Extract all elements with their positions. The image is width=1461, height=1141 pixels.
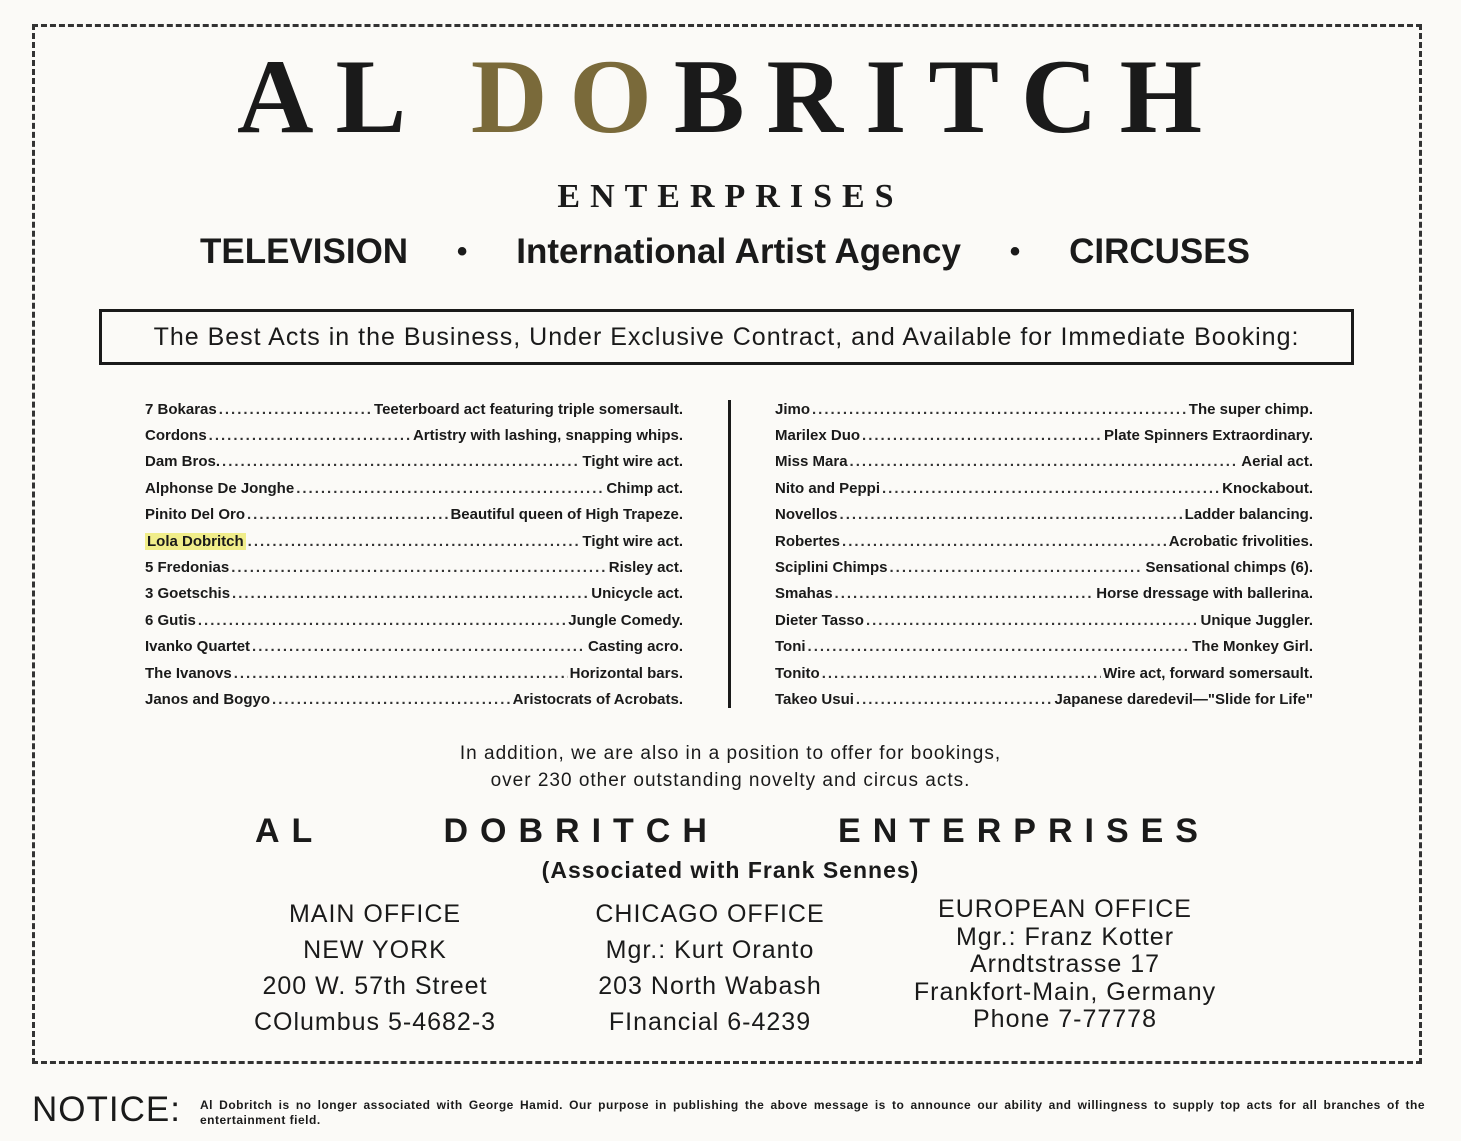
office-line: 203 North Wabash [598,972,822,1000]
dot-leader [812,401,1187,418]
footer-company-word: DOBRITCH [443,812,719,850]
act-description: Casting acro. [587,638,683,656]
acts-list-left [145,396,683,713]
act-row [775,607,1313,633]
act-row [145,449,683,475]
european-office [900,896,1230,1034]
act-description: Jungle Comedy. [568,611,683,629]
dot-leader [296,480,604,497]
dot-leader [842,533,1167,550]
dot-leader [231,559,607,576]
service-television: TELEVISION [200,232,409,271]
dot-leader [862,427,1102,444]
act-name: Marilex Duo [775,427,861,445]
office-line: CHICAGO OFFICE [595,900,825,928]
act-row [775,581,1313,607]
footer-company-word: AL [255,812,325,850]
act-name: Jimo [775,400,811,418]
chicago-office [560,896,860,1040]
act-description: Artistry with lashing, snapping whips. [412,427,683,445]
act-row [145,660,683,686]
dot-leader [222,453,580,470]
act-row [145,607,683,633]
act-row [775,634,1313,660]
office-line: COlumbus 5-4682-3 [253,1008,497,1036]
dot-leader [856,691,1053,708]
act-description: Knockabout. [1222,479,1313,497]
act-row [775,660,1313,686]
act-name: 3 Goetschis [145,585,231,603]
act-description: Unicycle act. [591,585,683,603]
act-name: Alphonse De Jonghe [145,479,295,497]
main-office [220,896,530,1040]
act-name: Toni [775,638,806,656]
act-name: 7 Bokaras [145,400,217,418]
act-name: Smahas [775,585,833,603]
act-row [145,396,683,422]
dot-leader [890,559,1144,576]
dot-leader [850,453,1240,470]
act-description: The super chimp. [1188,400,1313,418]
acts-list-right [775,396,1313,713]
act-name: Dieter Tasso [775,611,864,629]
act-description: Acrobatic frivolities. [1168,532,1313,550]
column-divider [728,400,731,708]
dot-leader [247,506,448,523]
notice-label: NOTICE: [32,1090,181,1129]
act-row [775,528,1313,554]
dot-leader [840,506,1183,523]
services-line [200,232,1250,272]
act-description: Teeterboard act featuring triple somersault. [374,400,683,418]
act-row [775,502,1313,528]
company-subtitle: ENTERPRISES [557,178,904,215]
dot-leader [252,638,586,655]
act-description: Unique Juggler. [1200,611,1313,629]
act-row [145,502,683,528]
banner-text: The Best Acts in the Business, Under Exclusive Contract, and Available for Immediate Booking: [153,322,1300,351]
act-name: Nito and Peppi [775,479,880,497]
office-line: Mgr.: Kurt Oranto [605,936,815,964]
office-line: Arndtstrasse 17 [969,950,1161,978]
office-line: 200 W. 57th Street [262,972,488,1000]
act-row [775,396,1313,422]
act-description: Aristocrats of Acrobats. [512,690,683,708]
dot-leader [866,612,1199,629]
act-row [775,449,1313,475]
act-row [775,422,1313,448]
dot-leader [822,665,1101,682]
act-description: The Monkey Girl. [1192,638,1313,656]
act-name: Dam Bros. [145,453,221,471]
office-line: MAIN OFFICE [288,900,462,928]
dot-leader [219,401,372,418]
act-row [145,475,683,501]
bullet-icon: • [456,235,468,268]
act-name: Ivanko Quartet [145,638,251,656]
act-description: Plate Spinners Extraordinary. [1104,427,1313,445]
act-description: Tight wire act. [582,532,683,550]
addition-line: In addition, we are also in a position to offer for bookings, [459,743,1002,764]
act-name: 5 Fredonias [145,559,230,577]
bullet-icon: • [1009,235,1021,268]
act-row [145,581,683,607]
dot-leader [234,665,568,682]
dot-leader [272,691,511,708]
act-description: Horizontal bars. [569,664,683,682]
act-row [145,554,683,580]
act-name: Novellos [775,506,838,524]
footer-company-word: ENTERPRISES [838,812,1210,850]
act-description: Aerial act. [1241,453,1313,471]
act-name: 6 Gutis [145,611,196,629]
dot-leader [209,427,411,444]
service-agency: International Artist Agency [516,232,961,271]
act-name: Robertes [775,532,841,550]
dot-leader [232,585,589,602]
act-description: Chimp act. [606,479,683,497]
dot-leader [882,480,1220,497]
act-row [775,475,1313,501]
act-name: Pinito Del Oro [145,506,246,524]
act-name: Miss Mara [775,453,848,471]
act-row [775,554,1313,580]
dot-leader [248,533,581,550]
addition-note [0,740,1461,794]
act-name: Lola Dobritch [147,532,244,550]
act-row [145,686,683,712]
office-line: NEW YORK [303,936,447,964]
office-line: Phone 7-77778 [973,1005,1157,1033]
act-name: Takeo Usui [775,690,854,708]
company-title: AL DOBRITCH [236,38,1225,155]
office-line: Mgr.: Franz Kotter [955,922,1175,951]
dot-leader [198,612,566,629]
act-description: Beautiful queen of High Trapeze. [450,506,683,524]
association-note: (Associated with Frank Sennes) [541,857,920,883]
banner-box [99,309,1354,365]
act-row [145,634,683,660]
service-circuses: CIRCUSES [1069,232,1250,271]
act-description: Tight wire act. [582,453,683,471]
act-description: Wire act, forward somersault. [1103,664,1313,682]
dot-leader [808,638,1191,655]
act-description: Japanese daredevil—"Slide for Life" [1054,690,1313,708]
office-line: Frankfort-Main, Germany [913,977,1217,1006]
act-name: Cordons [145,427,207,445]
footer-company-name [255,812,1210,851]
office-line: FInancial 6-4239 [608,1008,812,1036]
act-name: Janos and Bogyo [145,690,271,708]
dot-leader [835,585,1095,602]
act-row [775,686,1313,712]
act-description: Risley act. [608,559,683,577]
act-description: Horse dressage with ballerina. [1096,585,1313,603]
act-row [145,422,683,448]
act-description: Ladder balancing. [1184,506,1313,524]
act-description: Sensational chimps (6). [1145,559,1313,577]
notice-text: Al Dobritch is no longer associated with George Hamid. Our purpose in publishing the above message is to announce our ability and willingness to supply top acts for all branches of the entertainment field. [200,1098,1425,1127]
act-name: The Ivanovs [145,664,232,682]
office-line: EUROPEAN OFFICE [938,895,1192,923]
act-row [145,528,683,554]
act-name: Tonito [775,664,820,682]
act-name: Sciplini Chimps [775,559,888,577]
addition-line: over 230 other outstanding novelty and circus acts. [490,770,971,791]
